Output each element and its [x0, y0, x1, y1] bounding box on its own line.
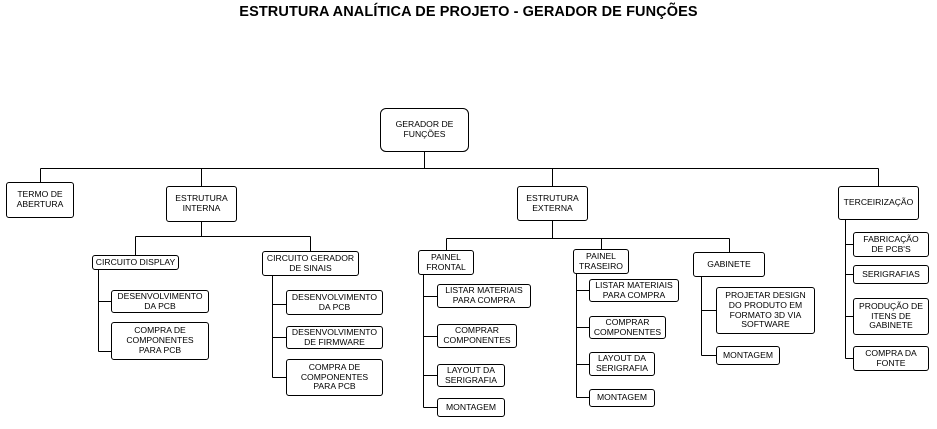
node-traseiro-item-1[interactable]: LISTAR MATERIAIS PARA COMPRA [589, 279, 679, 302]
node-estrutura-externa[interactable]: ESTRUTURA EXTERNA [517, 186, 588, 221]
node-frontal-item-4[interactable]: MONTAGEM [437, 398, 505, 417]
node-display-item-2[interactable]: COMPRA DE COMPONENTES PARA PCB [111, 322, 209, 360]
node-gerador-item-2[interactable]: DESENVOLVIMENTO DE FIRMWARE [286, 326, 383, 349]
node-terceirizacao[interactable]: TERCEIRIZAÇÃO [838, 186, 919, 220]
node-terceirizacao-item-4[interactable]: COMPRA DA FONTE [853, 346, 929, 371]
connector-gabinete [702, 277, 717, 356]
node-gabinete-item-1[interactable]: PROJETAR DESIGN DO PRODUTO EM FORMATO 3D VIA SOFTWARE [716, 287, 815, 334]
node-circuito-gerador[interactable]: CIRCUITO GERADOR DE SINAIS [262, 251, 359, 276]
connector-frontal [424, 275, 438, 408]
node-gerador-item-1[interactable]: DESENVOLVIMENTO DA PCB [286, 290, 383, 315]
node-terceirizacao-item-1[interactable]: FABRICAÇÃO DE PCB'S [853, 232, 929, 257]
connector-display [99, 270, 112, 352]
node-painel-frontal[interactable]: PAINEL FRONTAL [418, 250, 474, 275]
node-frontal-item-2[interactable]: COMPRAR COMPONENTES [437, 324, 517, 348]
node-display-item-1[interactable]: DESENVOLVIMENTO DA PCB [111, 290, 209, 313]
connector-root [41, 152, 879, 186]
node-termo-abertura[interactable]: TERMO DE ABERTURA [6, 182, 74, 218]
node-terceirizacao-item-2[interactable]: SERIGRAFIAS [853, 265, 929, 284]
node-frontal-item-3[interactable]: LAYOUT DA SERIGRAFIA [437, 364, 505, 387]
node-estrutura-interna[interactable]: ESTRUTURA INTERNA [166, 186, 237, 222]
node-frontal-item-1[interactable]: LISTAR MATERIAIS PARA COMPRA [437, 284, 531, 308]
node-traseiro-item-2[interactable]: COMPRAR COMPONENTES [589, 316, 666, 339]
node-circuito-display[interactable]: CIRCUITO DISPLAY [92, 255, 179, 270]
connector-gerador [273, 276, 287, 378]
node-gabinete-item-2[interactable]: MONTAGEM [716, 346, 780, 365]
node-gabinete[interactable]: GABINETE [693, 252, 765, 277]
node-painel-traseiro[interactable]: PAINEL TRASEIRO [573, 249, 629, 274]
connector-externa [447, 221, 730, 252]
connector-terceirizacao [846, 220, 854, 359]
node-terceirizacao-item-3[interactable]: PRODUÇÃO DE ITENS DE GABINETE [853, 298, 929, 335]
diagram-title: ESTRUTURA ANALÍTICA DE PROJETO - GERADOR DE FUNÇÕES [239, 4, 698, 20]
connector-traseiro [577, 274, 590, 398]
node-root[interactable]: GERADOR DE FUNÇÕES [380, 108, 469, 152]
node-gerador-item-3[interactable]: COMPRA DE COMPONENTES PARA PCB [286, 359, 383, 396]
node-traseiro-item-3[interactable]: LAYOUT DA SERIGRAFIA [589, 352, 655, 376]
node-traseiro-item-4[interactable]: MONTAGEM [589, 389, 655, 407]
